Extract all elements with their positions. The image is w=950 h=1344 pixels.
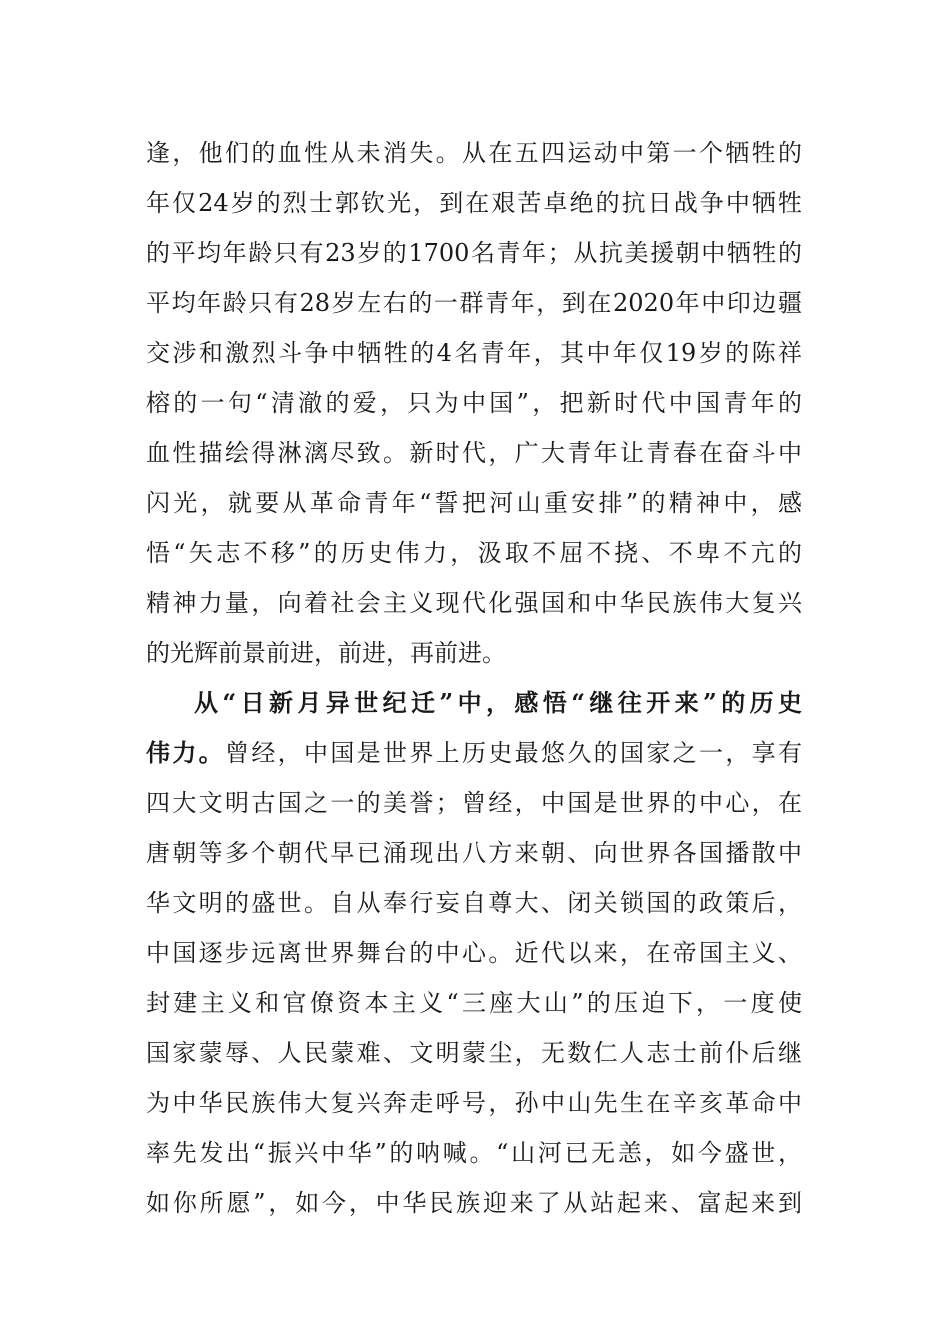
- paragraph-line: 四大文明古国之一的美誉；曾经，中国是世界的中心，在: [146, 789, 802, 817]
- paragraph-line: 封建主义和官僚资本主义“三座大山”的压迫下，一度使: [146, 989, 802, 1017]
- paragraph-line: 精神力量，向着社会主义现代化强国和中华民族伟大复兴: [146, 589, 802, 617]
- paragraph-line: 年仅24岁的烈士郭钦光，到在艰苦卓绝的抗日战争中牺牲: [146, 189, 802, 217]
- paragraph-line: 平均年龄只有28岁左右的一群青年，到在2020年中印边疆: [146, 289, 802, 317]
- paragraph-line: 为中华民族伟大复兴奔走呼号，孙中山先生在辛亥革命中: [146, 1089, 802, 1117]
- paragraph-line: 的平均年龄只有23岁的1700名青年；从抗美援朝中牺牲的: [146, 239, 802, 267]
- paragraph-line: 血性描绘得淋漓尽致。新时代，广大青年让青春在奋斗中: [146, 439, 802, 467]
- paragraph-line: 悟“矢志不移”的历史伟力，汲取不屈不挠、不卑不亢的: [146, 539, 802, 567]
- paragraph-line: 唐朝等多个朝代早已涌现出八方来朝、向世界各国播散中: [146, 839, 802, 867]
- paragraph-line: 的光辉前景前进，前进，再前进。: [146, 639, 506, 667]
- section-heading-end: 伟力。: [146, 738, 225, 767]
- paragraph-line: 逢，他们的血性从未消失。从在五四运动中第一个牺牲的: [146, 139, 802, 167]
- paragraph-line: 榕的一句“清澈的爱，只为中国”，把新时代中国青年的: [146, 389, 802, 417]
- paragraph-line: 闪光，就要从革命青年“誓把河山重安排”的精神中，感: [146, 489, 802, 517]
- paragraph-line: 华文明的盛世。自从奉行妄自尊大、闭关锁国的政策后，: [146, 889, 802, 917]
- paragraph-line: 交涉和激烈斗争中牺牲的4名青年，其中年仅19岁的陈祥: [146, 339, 802, 367]
- paragraph-line: 如你所愿”，如今，中华民族迎来了从站起来、富起来到: [146, 1189, 802, 1217]
- paragraph-line: 中国逐步远离世界舞台的中心。近代以来，在帝国主义、: [146, 939, 802, 967]
- paragraph-line-rest: 曾经，中国是世界上历史最悠久的国家之一，享有: [225, 739, 802, 767]
- section-heading: 从“日新月异世纪迁”中，感悟“继往开来”的历史: [194, 688, 802, 717]
- paragraph-line: 国家蒙辱、人民蒙难、文明蒙尘，无数仁人志士前仆后继: [146, 1039, 802, 1067]
- paragraph-line: [146, 728, 802, 778]
- paragraph-line: 率先发出“振兴中华”的呐喊。“山河已无恙，如今盛世，: [146, 1139, 802, 1167]
